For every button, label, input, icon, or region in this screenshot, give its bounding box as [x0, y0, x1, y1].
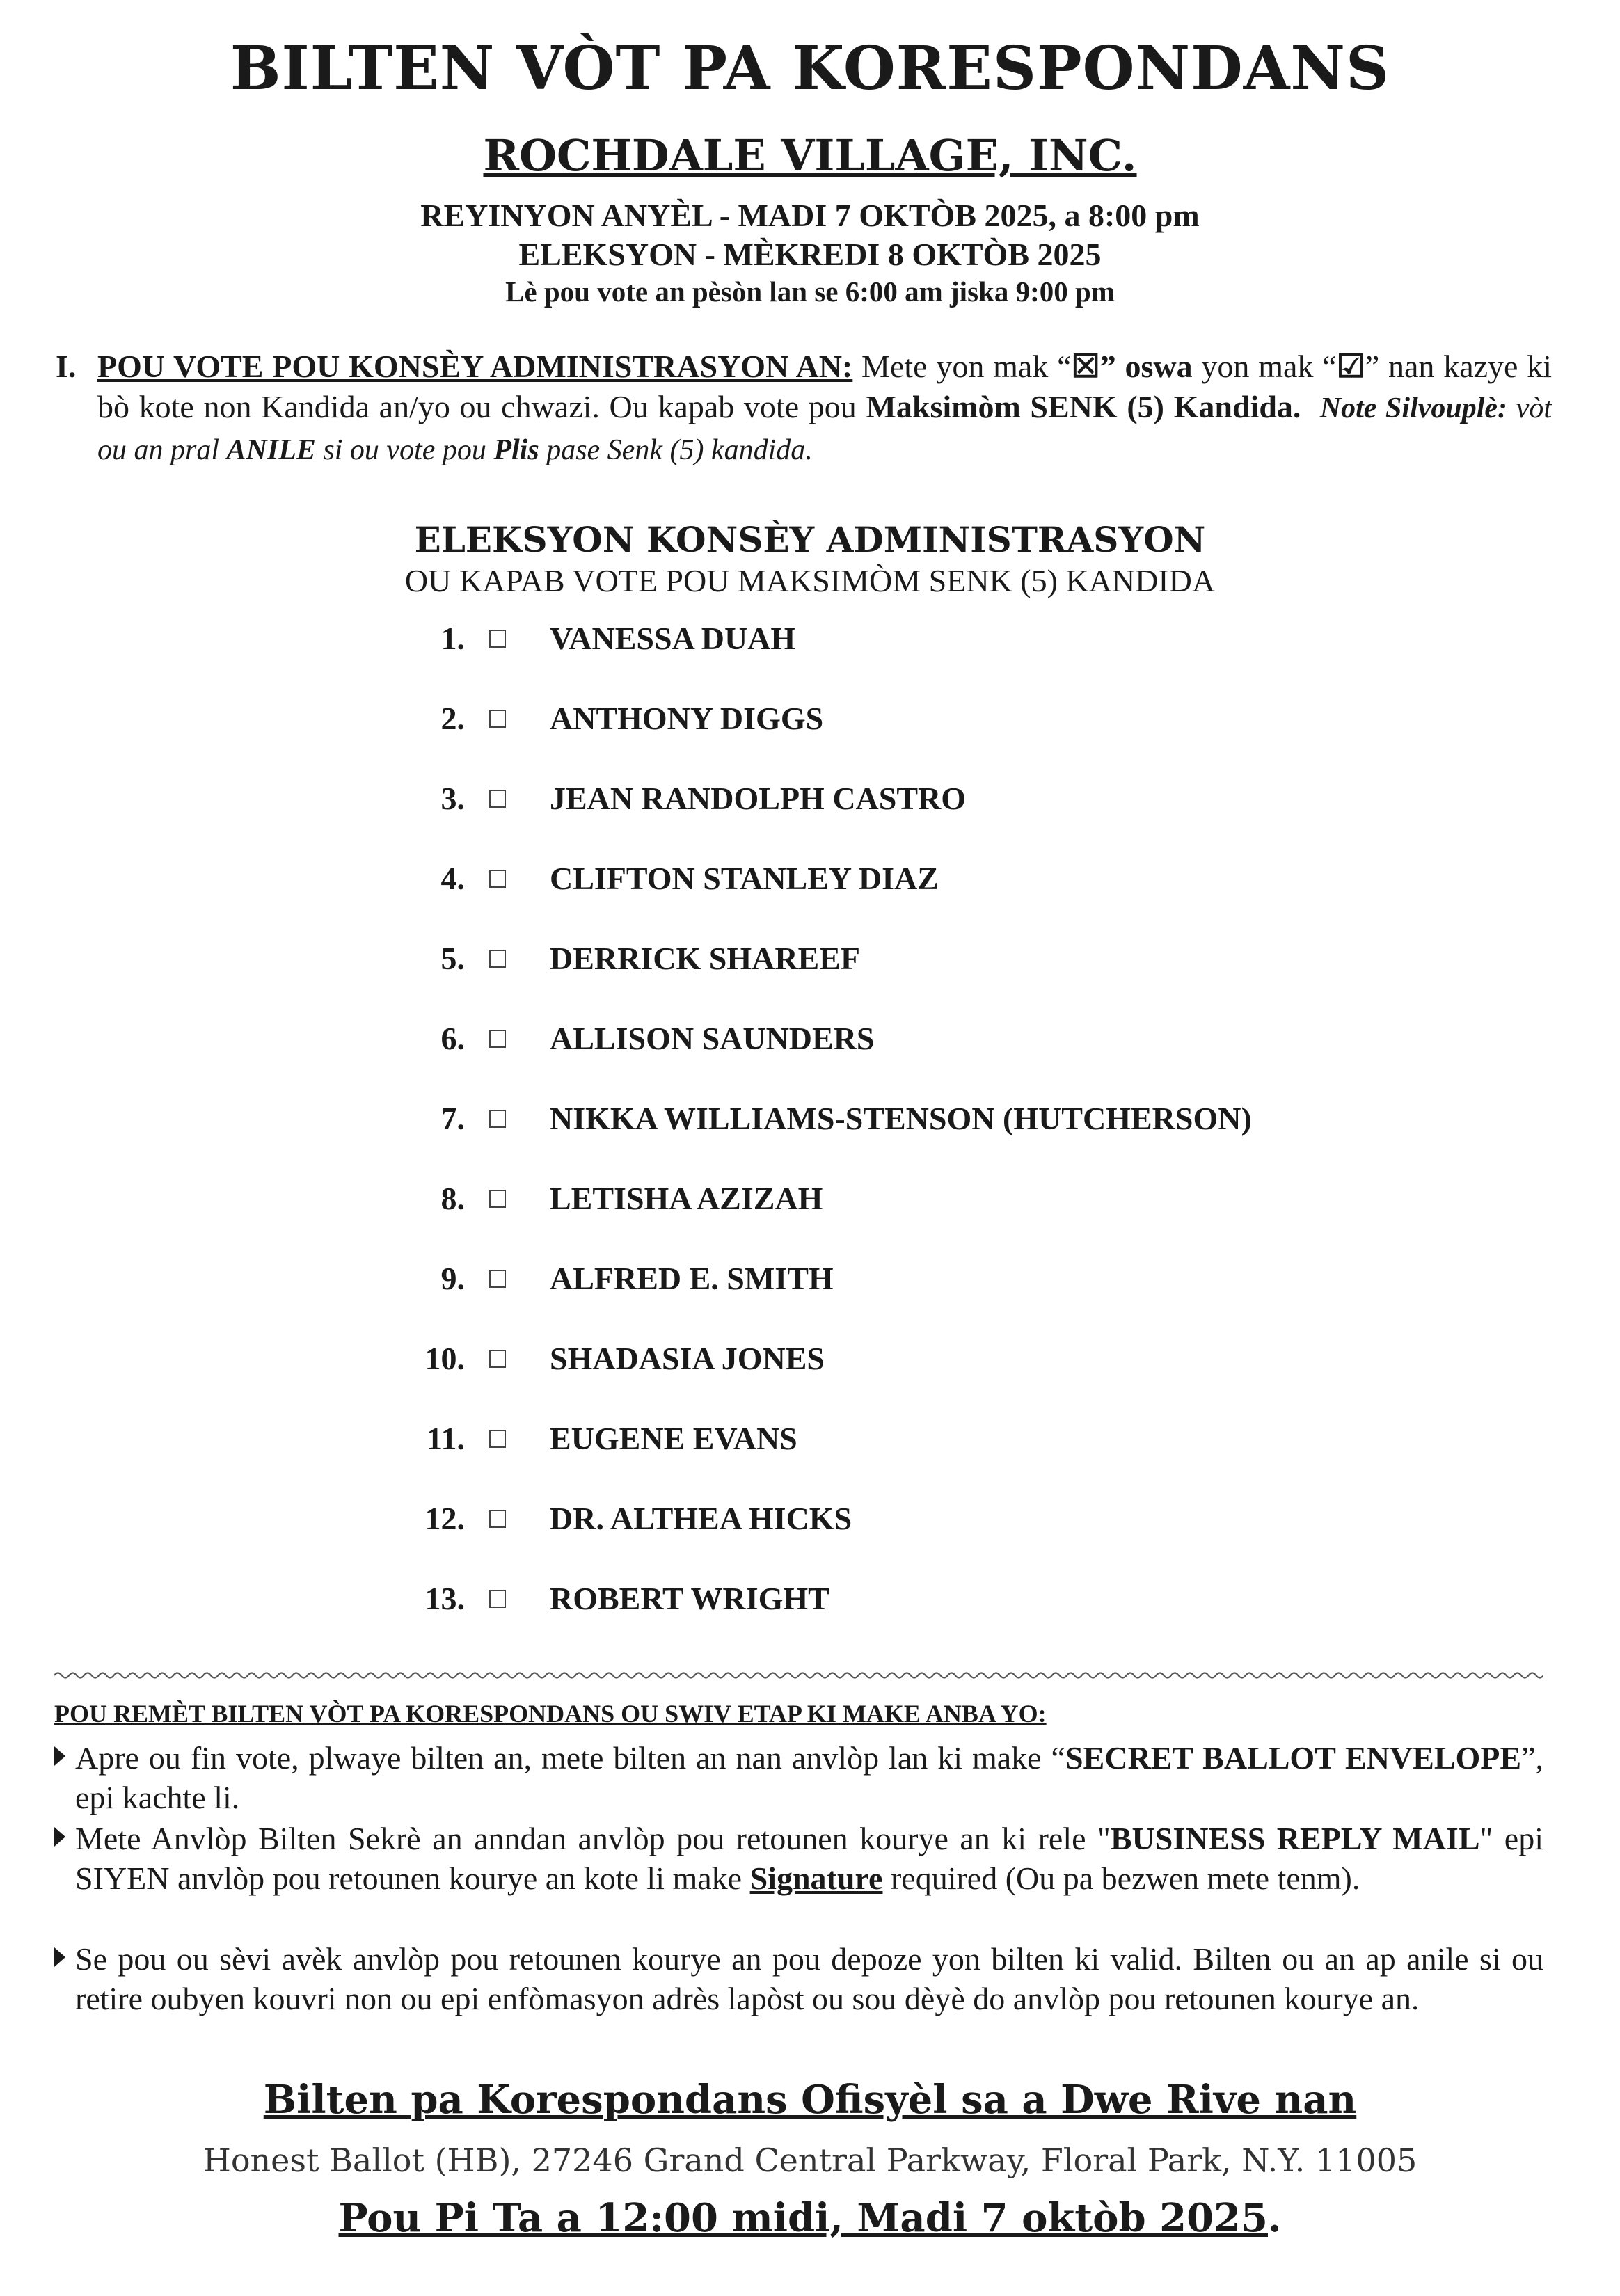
ballot-title: BILTEN VÒT PA KORESPONDANS — [230, 33, 1390, 104]
candidate-row — [0, 698, 1620, 740]
candidate-row — [0, 1498, 1620, 1540]
candidate-number: 7. — [440, 1101, 465, 1136]
check-mark-symbol: ☑ — [1336, 349, 1365, 384]
candidate-checkbox[interactable] — [489, 950, 506, 968]
note-label: Note Silvouplè: — [1319, 392, 1508, 424]
candidate-row — [0, 1018, 1620, 1060]
election-subtitle: OU KAPAB VOTE POU MAKSIMÒM SENK (5) KANDIDA — [404, 563, 1216, 598]
candidate-name: DR. ALTHEA HICKS — [550, 1501, 852, 1536]
candidate-number: 13. — [424, 1581, 465, 1616]
max-candidates-text: Maksimòm SENK (5) Kandida. — [866, 389, 1301, 424]
candidate-checkbox[interactable] — [489, 1350, 506, 1368]
candidate-checkbox[interactable] — [489, 1030, 506, 1048]
instruction-item — [54, 1939, 1543, 2018]
candidate-row — [0, 778, 1620, 820]
meeting-info — [0, 196, 1620, 309]
candidate-name: EUGENE EVANS — [550, 1421, 797, 1456]
candidate-row — [0, 1178, 1620, 1220]
candidate-checkbox[interactable] — [489, 1110, 506, 1128]
instruction-text: Apre ou fin vote, plwaye bilten an, mete bilten an nan anvlòp lan ki make “ — [75, 1740, 1065, 1776]
note-text: si ou vote pou — [315, 434, 494, 466]
candidate-checkbox[interactable] — [489, 630, 506, 648]
candidate-row — [0, 938, 1620, 980]
candidate-checkbox[interactable] — [489, 1190, 506, 1208]
or-word: oswa — [1125, 349, 1193, 384]
candidate-number: 2. — [440, 701, 465, 736]
candidate-number: 6. — [440, 1021, 465, 1056]
voting-instructions-section — [56, 346, 1552, 470]
candidate-number: 8. — [440, 1181, 465, 1216]
candidate-name: CLIFTON STANLEY DIAZ — [550, 861, 939, 896]
note-text: vòt ou an pral — [97, 392, 1552, 466]
section-text: ” — [1099, 349, 1125, 384]
candidate-row — [0, 618, 1620, 660]
business-reply-mail-label: BUSINESS REPLY MAIL — [1110, 1821, 1480, 1856]
election-title: ELEKSYON KONSÈY ADMINISTRASYON — [414, 519, 1206, 560]
instruction-item — [54, 1819, 1543, 1898]
tilde-divider — [54, 1668, 1543, 1682]
instruction-text: Se pou ou sèvi avèk anvlòp pou retounen kourye an pou depoze yon bilten ki valid. Bilten ou an ap anile si ou retire oubyen kouvri non ou epi enfòmasyon adrès lapòst ou sou dèyè do anvlòp pou retounen kourye an. — [75, 1941, 1543, 2016]
candidate-row — [0, 1098, 1620, 1140]
candidate-checkbox[interactable] — [489, 710, 506, 728]
x-mark-symbol: ☒ — [1071, 349, 1100, 384]
candidate-name: ANTHONY DIGGS — [550, 701, 824, 736]
note-void-word: ANILE — [226, 434, 316, 466]
section-number: I. — [56, 349, 77, 384]
candidate-number: 10. — [424, 1341, 465, 1376]
section-body — [97, 346, 1552, 470]
candidate-number: 1. — [440, 621, 465, 656]
candidate-number: 3. — [440, 781, 465, 816]
arrow-bullet-icon — [54, 1827, 65, 1847]
deadline-period: . — [1267, 2195, 1282, 2241]
candidate-number: 11. — [427, 1421, 465, 1456]
candidate-name: DERRICK SHAREEF — [550, 941, 861, 976]
instruction-text: required (Ou pa bezwen mete tenm). — [882, 1860, 1360, 1896]
candidate-name: ALLISON SAUNDERS — [550, 1021, 875, 1056]
candidate-name: NIKKA WILLIAMS-STENSON (HUTCHERSON) — [550, 1101, 1252, 1136]
arrow-bullet-icon — [54, 1947, 65, 1967]
return-address: Honest Ballot (HB), 27246 Grand Central Parkway, Floral Park, N.Y. 11005 — [202, 2142, 1418, 2179]
candidate-row — [0, 1338, 1620, 1380]
candidate-row — [0, 858, 1620, 900]
organization-name: ROCHDALE VILLAGE, INC. — [483, 130, 1137, 181]
note-more-word: Plis — [493, 434, 539, 466]
candidate-checkbox[interactable] — [489, 1270, 506, 1288]
candidate-name: LETISHA AZIZAH — [550, 1181, 823, 1216]
deadline — [0, 2197, 1620, 2240]
arrow-bullet-icon — [54, 1746, 65, 1766]
secret-ballot-envelope-label: SECRET BALLOT ENVELOPE — [1065, 1740, 1522, 1776]
candidate-checkbox[interactable] — [489, 870, 506, 888]
candidate-name: VANESSA DUAH — [550, 621, 796, 656]
signature-label: Signature — [749, 1860, 883, 1896]
candidate-number: 12. — [424, 1501, 465, 1536]
annual-meeting-line: REYINYON ANYÈL - MADI 7 OKTÒB 2025, a 8:00 pm — [420, 198, 1200, 233]
candidate-number: 4. — [440, 861, 465, 896]
note-text: pase Senk (5) kandida. — [539, 434, 813, 466]
official-ballot-notice: Bilten pa Korespondans Ofisyèl sa a Dwe Rive nan — [263, 2077, 1357, 2123]
section-heading: POU VOTE POU KONSÈY ADMINISTRASYON AN: — [97, 349, 853, 384]
deadline-text: Pou Pi Ta a 12:00 midi, Madi 7 oktòb 2025 — [338, 2195, 1268, 2241]
candidate-checkbox[interactable] — [489, 1510, 506, 1528]
candidate-name: ALFRED E. SMITH — [550, 1261, 834, 1296]
section-text: yon mak “ — [1192, 349, 1337, 384]
candidate-row — [0, 1258, 1620, 1300]
candidate-name: JEAN RANDOLPH CASTRO — [550, 781, 967, 816]
election-date-line: ELEKSYON - MÈKREDI 8 OKTÒB 2025 — [518, 237, 1102, 273]
candidate-name: ROBERT WRIGHT — [550, 1581, 829, 1616]
candidate-checkbox[interactable] — [489, 790, 506, 808]
instruction-text: ”, epi kachte li. — [75, 1740, 1544, 1815]
candidate-row — [0, 1418, 1620, 1460]
in-person-hours-line: Lè pou vote an pèsòn lan se 6:00 am jiska 9:00 pm — [505, 276, 1115, 308]
section-text: ” nan kazye ki bò kote non Kandida an/yo ou chwazi. Ou kapab vote pou — [97, 349, 1552, 424]
section-text: Mete yon mak “ — [852, 349, 1072, 384]
candidate-number: 5. — [440, 941, 465, 976]
instruction-text: Mete Anvlòp Bilten Sekrè an anndan anvlòp pou retounen kourye an ki rele " — [75, 1821, 1111, 1856]
candidate-row — [0, 1578, 1620, 1620]
instruction-item — [54, 1738, 1543, 1817]
candidate-name: SHADASIA JONES — [550, 1341, 825, 1376]
candidate-checkbox[interactable] — [489, 1590, 506, 1608]
candidate-checkbox[interactable] — [489, 1430, 506, 1448]
return-instructions-heading: POU REMÈT BILTEN VÒT PA KORESPONDANS OU SWIV ETAP KI MAKE ANBA YO: — [54, 1700, 1047, 1728]
instruction-text: " epi SIYEN anvlòp pou retounen kourye an kote li make — [75, 1821, 1543, 1896]
candidate-number: 9. — [440, 1261, 465, 1296]
